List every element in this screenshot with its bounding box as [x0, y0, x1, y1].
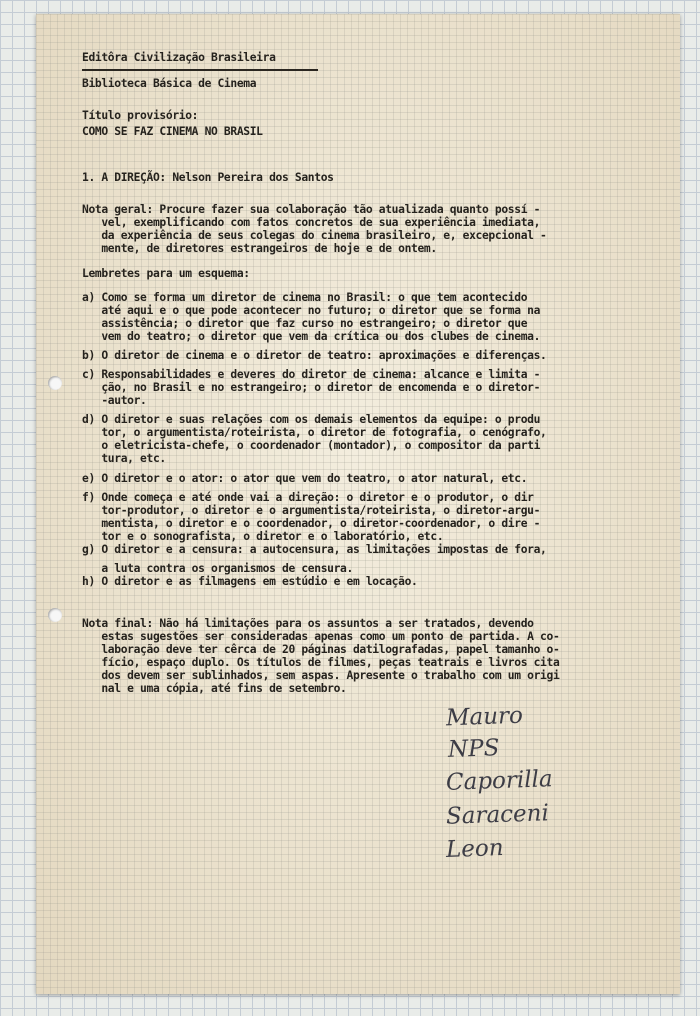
text-line: da experiência de seus colegas do cinema brasileiro, e, excepcional - — [82, 229, 547, 242]
text-line: mente, de diretores estrangeiros de hoje e de ontem. — [82, 242, 437, 255]
list-item: ção, no Brasil e no estrangeiro; o diretor de encomenda e o diretor- — [82, 381, 541, 394]
list-item: assistência; o diretor que faz curso no estrangeiro; o diretor que — [82, 317, 528, 330]
section-heading: 1. A DIREÇÃO: Nelson Pereira dos Santos — [82, 171, 334, 184]
publisher: Editôra Civilização Brasileira — [82, 51, 276, 64]
list-item: e) O diretor e o ator: o ator que vem do teatro, o ator natural, etc. — [82, 472, 528, 485]
list-item: o eletricista-chefe, o coordenador (montador), o compositor da parti — [82, 439, 541, 452]
header-rule — [82, 69, 318, 71]
handwritten-name: Mauro — [445, 702, 524, 732]
handwritten-name: Leon — [445, 835, 504, 863]
text-line: nal e uma cópia, até fins de setembro. — [82, 682, 347, 695]
punch-hole — [48, 376, 62, 390]
text-line: laboração deve ter cêrca de 20 páginas datilografadas, papel tamanho o- — [82, 643, 560, 656]
list-item: vem do teatro; o diretor que vem da crítica ou dos clubes de cinema. — [82, 330, 541, 343]
list-item: até aqui e o que pode acontecer no futuro; o diretor que se forma na — [82, 304, 541, 317]
list-item: tor-produtor, o diretor e o argumentista/roteirista, o diretor-argu- — [82, 504, 541, 517]
text-line: Nota final: Não há limitações para os assuntos a ser tratados, devendo — [82, 617, 534, 630]
text-line: dos devem ser sublinhados, sem aspas. Apresente o trabalho com um origi — [82, 669, 560, 682]
text-line: Nota geral: Procure fazer sua colaboração tão atualizada quanto possí - — [82, 203, 541, 216]
title: COMO SE FAZ CINEMA NO BRASIL — [82, 125, 263, 138]
text-line: estas sugestões ser consideradas apenas como um ponto de partida. A co- — [82, 630, 560, 643]
title-label: Título provisório: — [82, 109, 199, 122]
list-item: a luta contra os organismos de censura. — [82, 562, 353, 575]
text-line: fício, espaço duplo. Os títulos de filmes, peças teatrais e livros cita — [82, 656, 560, 669]
list-item: mentista, o diretor e o coordenador, o diretor-coordenador, o dire - — [82, 517, 541, 530]
collection: Biblioteca Básica de Cinema — [82, 77, 257, 90]
list-item: -autor. — [82, 394, 147, 407]
typewritten-page — [36, 14, 680, 994]
list-item: tor e o sonografista, o diretor e o laboratório, etc. — [82, 530, 444, 543]
text-line: vel, exemplificando com fatos concretos de sua experiência imediata, — [82, 216, 541, 229]
list-item: d) O diretor e suas relações com os demais elementos da equipe: o produ — [82, 413, 541, 426]
list-item: tura, etc. — [82, 452, 166, 465]
reminders-heading: Lembretes para um esquema: — [82, 267, 250, 280]
handwritten-name: NPS — [447, 735, 500, 763]
list-item: f) Onde começa e até onde vai a direção: o diretor e o produtor, o dir — [82, 491, 534, 504]
list-item: tor, o argumentista/roteirista, o diretor de fotografia, o cenógrafo, — [82, 426, 547, 439]
list-item: g) O diretor e a censura: a autocensura, as limitações impostas de fora, — [82, 543, 547, 556]
punch-hole — [48, 608, 62, 622]
handwritten-name: Caporilla — [445, 766, 554, 796]
list-item: b) O diretor de cinema e o diretor de teatro: aproximações e diferenças. — [82, 349, 547, 362]
list-item: h) O diretor e as filmagens em estúdio e em locação. — [82, 575, 418, 588]
list-item: a) Como se forma um diretor de cinema no Brasil: o que tem acontecido — [82, 291, 528, 304]
handwritten-name: Saraceni — [445, 800, 550, 830]
list-item: c) Responsabilidades e deveres do diretor de cinema: alcance e limita - — [82, 368, 541, 381]
